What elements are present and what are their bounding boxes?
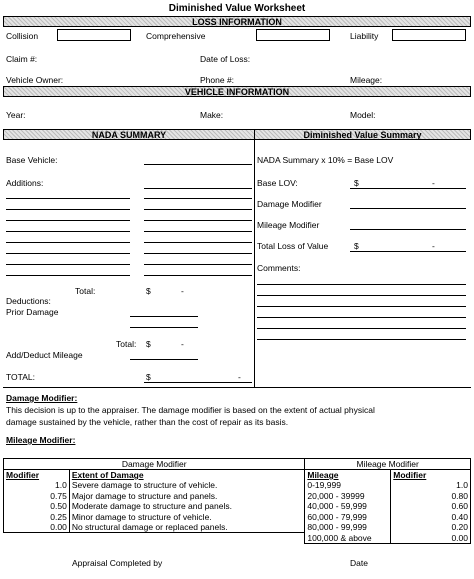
worksheet-title: Diminished Value Worksheet [168, 3, 306, 14]
damage-modifier-line[interactable] [350, 208, 466, 209]
damage-modifier-label: Damage Modifier [257, 199, 322, 209]
date-label: Date [350, 558, 368, 568]
total-loss-line[interactable] [350, 251, 466, 252]
table-row [4, 512, 471, 523]
additions-label: Additions: [6, 178, 44, 188]
table-row [4, 480, 471, 491]
additions-line-right[interactable] [144, 253, 252, 254]
mileage-col-mileage: Mileage [305, 470, 391, 481]
mileage-label: Mileage: [350, 75, 383, 85]
add-deduct-mileage-line[interactable] [130, 359, 198, 360]
vehicle-owner-label: Vehicle Owner: [6, 75, 64, 85]
additions-line-left[interactable] [6, 253, 130, 254]
mileage-range-value: 40,000 - 59,999 [305, 501, 391, 512]
grand-total-line[interactable] [144, 382, 252, 383]
table-row [4, 501, 471, 512]
additions-line-right[interactable] [144, 275, 252, 276]
deductions-line[interactable] [130, 327, 198, 328]
damage-modifier-heading: Damage Modifier: [6, 393, 78, 403]
additions-line-left[interactable] [6, 242, 130, 243]
additions-line-right[interactable] [144, 242, 252, 243]
mileage-range-value: 80,000 - 99,999 [305, 522, 391, 533]
mileage-table-title: Mileage Modifier [305, 459, 471, 470]
damage-extent-value: Moderate damage to structure and panels. [69, 501, 305, 512]
damage-extent-value: Major damage to structure and panels. [69, 491, 305, 502]
total-loss-value-label: Total Loss of Value [257, 241, 329, 251]
mileage-range-value: 20,000 - 39999 [305, 491, 391, 502]
mileage-range-value: 100,000 & above [305, 533, 391, 544]
base-lov-label: Base LOV: [257, 178, 298, 188]
table-row [4, 533, 471, 544]
damage-modifier-text-1: This decision is up to the appraiser. The damage modifier is based on the extent of actual physical [6, 405, 375, 415]
damage-modifier-text-2: damage sustained by the vehicle, rather than the cost of repair as its basis. [6, 417, 289, 427]
comments-line[interactable] [257, 317, 466, 318]
table-row [4, 522, 471, 533]
damage-table-title: Damage Modifier [4, 459, 305, 470]
comprehensive-label: Comprehensive [146, 31, 206, 41]
liability-checkbox[interactable] [392, 29, 466, 41]
make-label: Make: [200, 110, 224, 120]
liability-label: Liability [350, 31, 379, 41]
mileage-modifier-value: 0.40 [391, 512, 471, 523]
date-of-loss-label: Date of Loss: [200, 54, 251, 64]
base-lov-line[interactable] [350, 188, 466, 189]
comments-line[interactable] [257, 339, 466, 340]
damage-modifier-value: 0.75 [4, 491, 70, 502]
additions-line[interactable] [144, 188, 252, 189]
mileage-modifier-value: 0.80 [391, 491, 471, 502]
damage-col-modifier: Modifier [4, 470, 70, 481]
loss-information-header: LOSS INFORMATION [3, 16, 471, 27]
mileage-col-modifier: Modifier [391, 470, 471, 481]
total-loss-currency: $ [354, 241, 359, 251]
additions-line-right[interactable] [144, 231, 252, 232]
comments-line[interactable] [257, 295, 466, 296]
damage-col-extent: Extent of Damage [69, 470, 305, 481]
additions-line-left[interactable] [6, 198, 130, 199]
deductions-total-label: Total: [116, 339, 137, 349]
claim-number-label: Claim #: [6, 54, 38, 64]
damage-modifier-value: 0.25 [4, 512, 70, 523]
additions-total-currency: $ [146, 286, 151, 296]
prior-damage-label: Prior Damage [6, 307, 59, 317]
additions-line-right[interactable] [144, 209, 252, 210]
summary-bottom-border [3, 387, 471, 388]
collision-label: Collision [6, 31, 39, 41]
damage-extent-value: No structural damage or replaced panels. [69, 522, 305, 533]
mileage-modifier-value: 0.00 [391, 533, 471, 544]
mileage-modifier-label: Mileage Modifier [257, 220, 320, 230]
additions-total-value: - [181, 286, 184, 296]
additions-line-right[interactable] [144, 198, 252, 199]
mileage-modifier-value: 0.60 [391, 501, 471, 512]
collision-checkbox[interactable] [57, 29, 131, 41]
base-lov-currency: $ [354, 178, 359, 188]
mileage-range-value: 60,000 - 79,999 [305, 512, 391, 523]
summary-divider [254, 140, 255, 387]
model-label: Model: [350, 110, 376, 120]
table-row [4, 491, 471, 502]
damage-modifier-value: 1.0 [4, 480, 70, 491]
modifier-tables [3, 458, 471, 544]
nada-formula-label: NADA Summary x 10% = Base LOV [257, 155, 394, 165]
deductions-total-currency: $ [146, 339, 151, 349]
comments-line[interactable] [257, 306, 466, 307]
damage-modifier-value: 0.00 [4, 522, 70, 533]
mileage-modifier-line[interactable] [350, 229, 466, 230]
base-vehicle-label: Base Vehicle: [6, 155, 58, 165]
base-vehicle-line[interactable] [144, 164, 252, 165]
damage-modifier-value: 0.50 [4, 501, 70, 512]
additions-line-right[interactable] [144, 264, 252, 265]
phone-label: Phone #: [200, 75, 235, 85]
mileage-modifier-value: 1.0 [391, 480, 471, 491]
additions-line-right[interactable] [144, 220, 252, 221]
nada-summary-header: NADA SUMMARY [3, 129, 255, 140]
comments-label: Comments: [257, 263, 301, 273]
additions-line-left[interactable] [6, 275, 130, 276]
mileage-modifier-heading: Mileage Modifier: [6, 435, 76, 445]
damage-extent-value: Severe damage to structure of vehicle. [69, 480, 305, 491]
grand-total-label: TOTAL: [6, 372, 35, 382]
comprehensive-checkbox[interactable] [256, 29, 330, 41]
additions-line-left[interactable] [6, 264, 130, 265]
total-loss-value: - [432, 241, 435, 251]
mileage-modifier-value: 0.20 [391, 522, 471, 533]
additions-line-left[interactable] [6, 220, 130, 221]
diminished-value-summary-header: Diminished Value Summary [254, 129, 471, 140]
grand-total-currency: $ [146, 372, 151, 382]
mileage-range-value: 0-19,999 [305, 480, 391, 491]
vehicle-information-header: VEHICLE INFORMATION [3, 86, 471, 97]
deductions-line[interactable] [130, 316, 198, 317]
year-label: Year: [6, 110, 26, 120]
damage-extent-value: Minor damage to structure of vehicle. [69, 512, 305, 523]
deductions-total-value: - [181, 339, 184, 349]
grand-total-value: - [238, 372, 241, 382]
base-lov-value: - [432, 178, 435, 188]
appraisal-completed-by-label: Appraisal Completed by [72, 558, 163, 568]
additions-total-label: Total: [75, 286, 96, 296]
additions-line-left[interactable] [6, 209, 130, 210]
add-deduct-mileage-label: Add/Deduct Mileage [6, 350, 83, 360]
comments-line[interactable] [257, 284, 466, 285]
additions-line-left[interactable] [6, 231, 130, 232]
deductions-label: Deductions: [6, 296, 51, 306]
comments-line[interactable] [257, 328, 466, 329]
